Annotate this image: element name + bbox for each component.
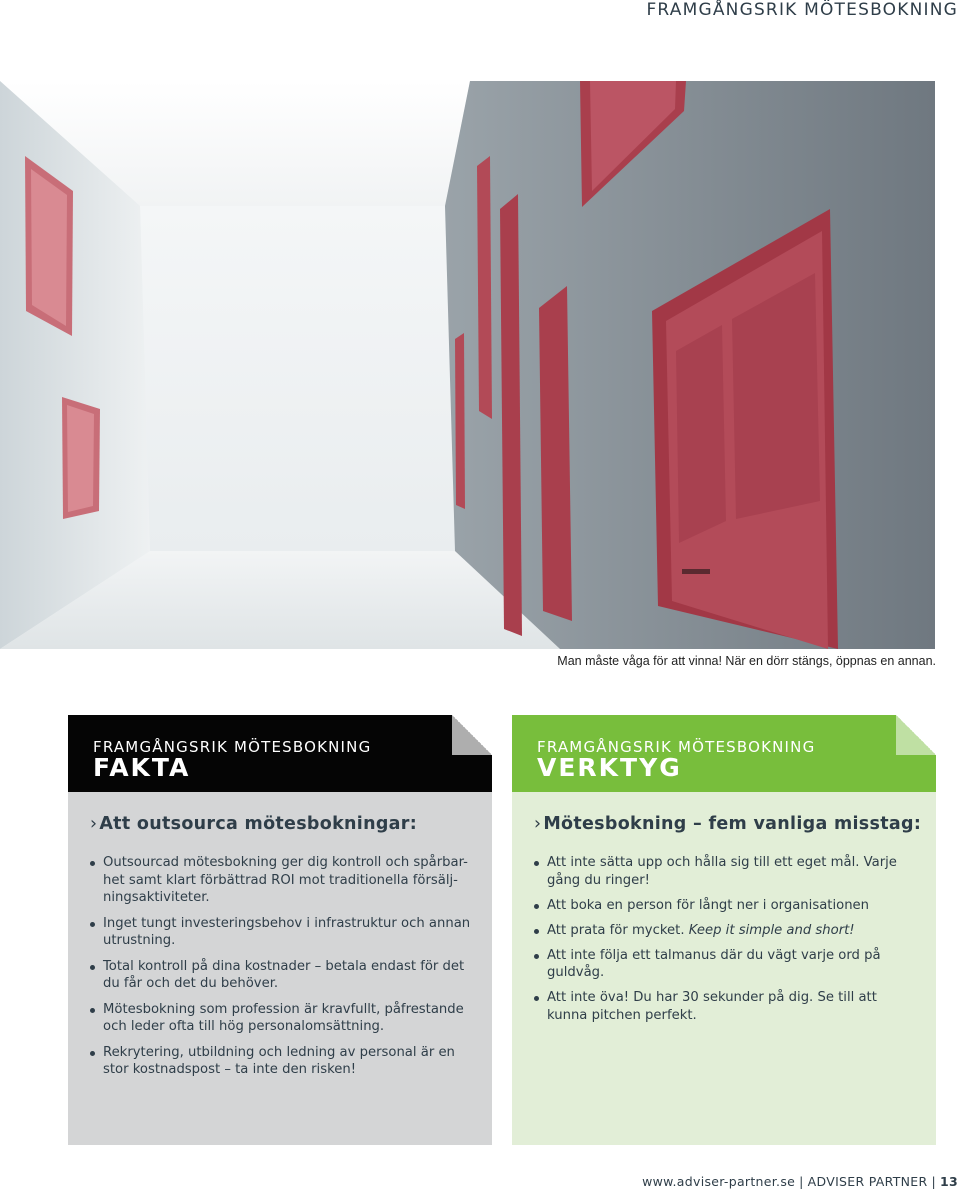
list-item: Att inte sätta upp och hålla sig till ett eget mål. Varje gång du ringer! (534, 854, 918, 889)
footer-separator: | (799, 1174, 804, 1189)
list-item: Rekrytering, utbildning och ledning av personal är en stor kostnadspost – ta inte den risken! (90, 1044, 474, 1079)
fakta-box (68, 715, 492, 1145)
page-number: 13 (940, 1174, 958, 1189)
chevron-right-icon: › (90, 814, 98, 834)
verktyg-subhead: › Mötesbokning – fem vanliga misstag: (534, 814, 922, 834)
list-item: Total kontroll på dina kostnader – betala endast för det du får och det du behöver. (90, 958, 474, 993)
verktyg-kicker: FRAMGÅNGSRIK MÖTESBOKNING (537, 738, 816, 756)
list-item: Mötesbokning som profession är kravfullt, påfrestande och leder ofta till hög personalomsättning. (90, 1001, 474, 1036)
footer-site-link[interactable]: www.adviser-partner.se (642, 1174, 796, 1189)
fakta-kicker: FRAMGÅNGSRIK MÖTESBOKNING (93, 738, 372, 756)
fakta-subhead: › Att outsourca mötesbokningar: (90, 814, 418, 834)
folded-corner (452, 715, 492, 755)
fakta-header (68, 715, 492, 792)
footer-separator: | (931, 1174, 936, 1189)
verktyg-list (534, 854, 918, 1032)
list-item: Outsourcad mötesbokning ger dig kontroll och spårbar-het samt klart förbättrad ROI mot traditionella försälj-ningsaktiviteter. (90, 854, 474, 907)
running-header: FRAMGÅNGSRIK MÖTESBOKNING (646, 0, 958, 20)
list-item: Att inte öva! Du har 30 sekunder på dig. Se till att kunna pitchen perfekt. (534, 989, 918, 1024)
list-item: Inget tungt investeringsbehov i infrastruktur och annan utrustning. (90, 915, 474, 950)
hallway-doors-illustration (0, 81, 935, 649)
verktyg-title: VERKTYG (537, 753, 682, 782)
list-item: Att boka en person för långt ner i organisationen (534, 897, 918, 915)
fakta-list (90, 854, 474, 1087)
verktyg-header (512, 715, 936, 792)
list-item: Att prata för mycket. Keep it simple and short! (534, 922, 918, 940)
photo-caption: Man måste våga för att vinna! När en dörr stängs, öppnas en annan. (557, 654, 936, 668)
footer-brand: ADVISER PARTNER (807, 1174, 928, 1189)
verktyg-box (512, 715, 936, 1145)
fakta-title: FAKTA (93, 753, 191, 782)
list-item: Att inte följa ett talmanus där du vägt varje ord på guldvåg. (534, 947, 918, 982)
page-footer (642, 1174, 958, 1189)
folded-corner (896, 715, 936, 755)
chevron-right-icon: › (534, 814, 542, 834)
emphasis-text: Keep it simple and short! (688, 922, 855, 938)
